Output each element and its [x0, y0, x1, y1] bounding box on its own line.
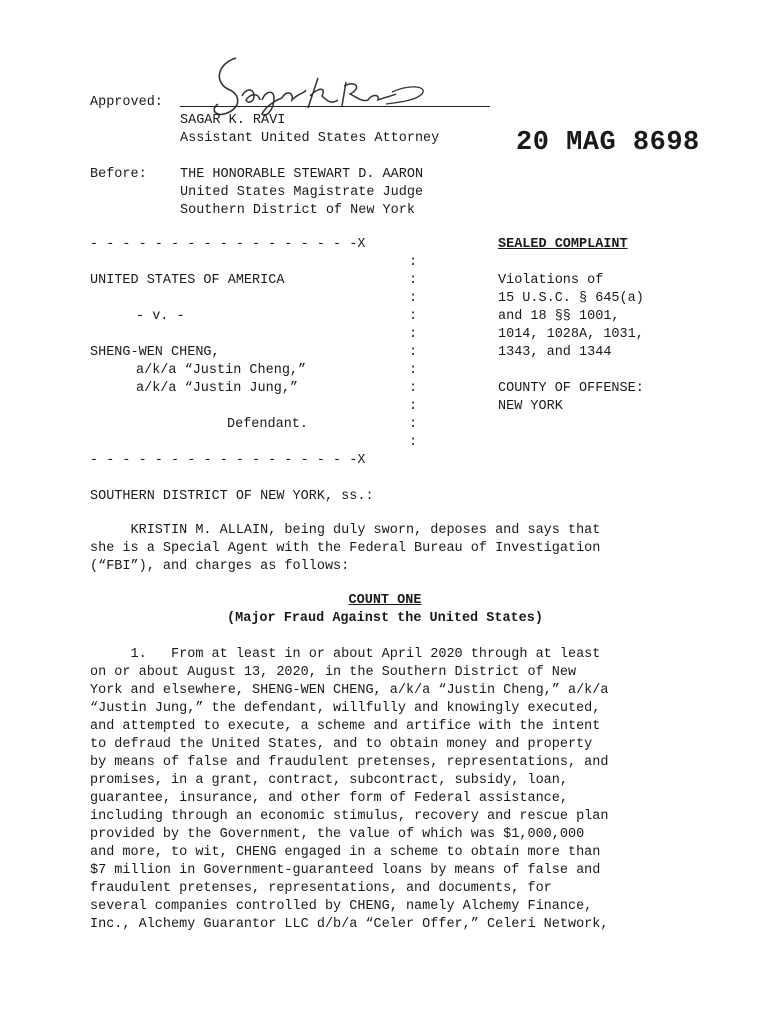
violations-line: Violations of [498, 273, 604, 288]
judge-title: United States Magistrate Judge [180, 185, 424, 200]
caption-colon: : [409, 417, 418, 432]
approved-label: Approved: [90, 95, 163, 110]
count-subtitle: (Major Fraud Against the United States) [227, 611, 543, 626]
defendant-label: Defendant. [227, 417, 309, 432]
paragraph-line: to defraud the United States, and to obtain money and property [90, 737, 593, 752]
caption-colon: : [409, 435, 418, 450]
paragraph-line: on or about August 13, 2020, in the Southern District of New [90, 665, 577, 680]
judge-name: THE HONORABLE STEWART D. AARON [180, 167, 424, 182]
venue: SOUTHERN DISTRICT OF NEW YORK, ss.: [90, 489, 374, 504]
plaintiff-name: UNITED STATES OF AMERICA [90, 273, 285, 288]
versus: - v. - [136, 309, 185, 324]
violations-line: and 18 §§ 1001, [498, 309, 620, 324]
caption-colon: : [409, 291, 418, 306]
defendant-name: SHENG-WEN CHENG, [90, 345, 220, 360]
paragraph-line: by means of false and fraudulent pretenses, representations, and [90, 755, 609, 770]
violations-line: 1343, and 1344 [498, 345, 612, 360]
defendant-alias: a/k/a “Justin Cheng,” [136, 363, 307, 378]
approver-title: Assistant United States Attorney [180, 131, 440, 146]
complaint-type: SEALED COMPLAINT [498, 237, 628, 252]
paragraph-line: and more, to wit, CHENG engaged in a scheme to obtain more than [90, 845, 601, 860]
county-value: NEW YORK [498, 399, 563, 414]
before-label: Before: [90, 167, 147, 182]
paragraph-line: including through an economic stimulus, recovery and rescue plan [90, 809, 609, 824]
paragraph-line: promises, in a grant, contract, subcontract, subsidy, loan, [90, 773, 568, 788]
intro-line: (“FBI”), and charges as follows: [90, 559, 350, 574]
count-title: COUNT ONE [348, 593, 422, 608]
caption-colon: : [409, 381, 418, 396]
paragraph-line: York and elsewhere, SHENG-WEN CHENG, a/k/a “Justin Cheng,” a/k/a [90, 683, 609, 698]
caption-top-dashes: - - - - - - - - - - - - - - - - -X [90, 237, 366, 252]
paragraph-line: guarantee, insurance, and other form of Federal assistance, [90, 791, 568, 806]
caption-colon: : [409, 399, 418, 414]
paragraph-line: provided by the Government, the value of which was $1,000,000 [90, 827, 585, 842]
caption-colon: : [409, 345, 418, 360]
violations-line: 15 U.S.C. § 645(a) [498, 291, 644, 306]
case-number: 20 MAG 8698 [516, 128, 700, 158]
paragraph-line: “Justin Jung,” the defendant, willfully and knowingly executed, [90, 701, 601, 716]
intro-line: KRISTIN M. ALLAIN, being duly sworn, deposes and says that [90, 523, 601, 538]
judge-district: Southern District of New York [180, 203, 415, 218]
violations-line: 1014, 1028A, 1031, [498, 327, 644, 342]
defendant-alias: a/k/a “Justin Jung,” [136, 381, 299, 396]
signature-line [180, 106, 490, 107]
intro-line: she is a Special Agent with the Federal Bureau of Investigation [90, 541, 601, 556]
paragraph-line: several companies controlled by CHENG, namely Alchemy Finance, [90, 899, 593, 914]
county-label: COUNTY OF OFFENSE: [498, 381, 644, 396]
caption-colon: : [409, 363, 418, 378]
paragraph-line: Inc., Alchemy Guarantor LLC d/b/a “Celer Offer,” Celeri Network, [90, 917, 609, 932]
paragraph-line: fraudulent pretenses, representations, and documents, for [90, 881, 552, 896]
paragraph-line: 1. From at least in or about April 2020 through at least [90, 647, 601, 662]
approver-name: SAGAR K. RAVI [180, 113, 286, 128]
caption-colon: : [409, 309, 418, 324]
caption-colon: : [409, 255, 418, 270]
caption-colon: : [409, 327, 418, 342]
paragraph-line: $7 million in Government-guaranteed loans by means of false and [90, 863, 601, 878]
caption-colon: : [409, 273, 418, 288]
paragraph-line: and attempted to execute, a scheme and artifice with the intent [90, 719, 601, 734]
caption-bottom-dashes: - - - - - - - - - - - - - - - - -X [90, 453, 366, 468]
